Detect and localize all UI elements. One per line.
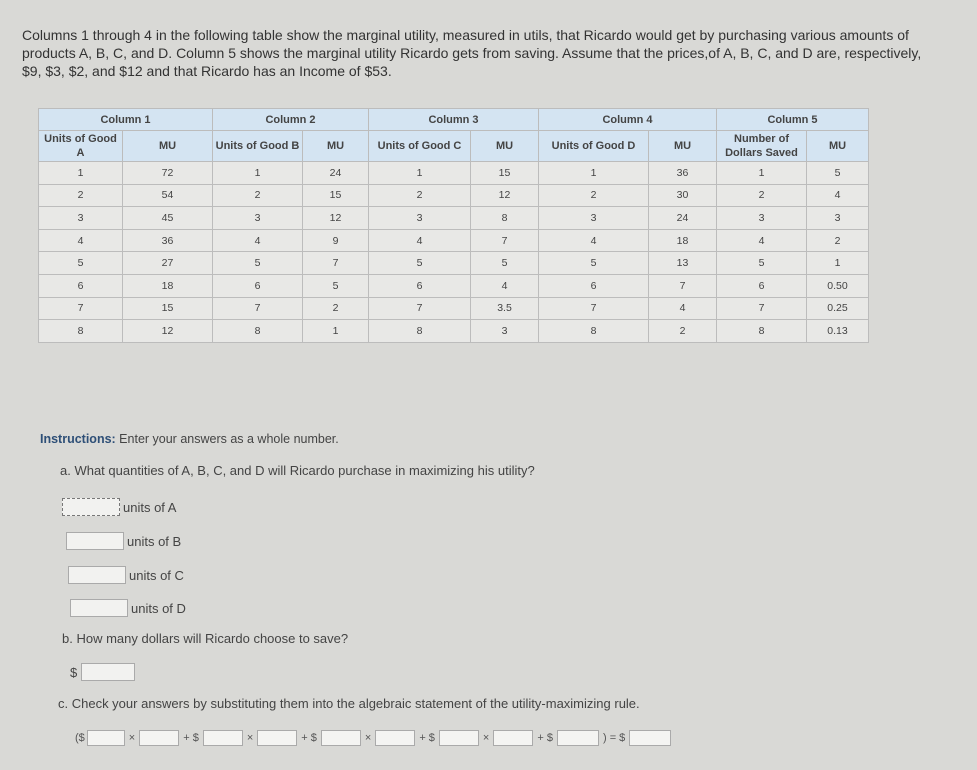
table-cell: 7 xyxy=(649,274,717,297)
group-header-column-1: Column 1 xyxy=(39,109,213,131)
table-cell: 8 xyxy=(369,320,471,343)
table-cell: 9 xyxy=(303,229,369,252)
table-cell: 24 xyxy=(303,162,369,185)
units-c-input[interactable] xyxy=(68,566,126,584)
eq-input-7[interactable] xyxy=(439,730,479,746)
eq-times-4: × xyxy=(482,732,490,744)
header-mu-saving: MU xyxy=(807,131,869,162)
table-cell: 1 xyxy=(39,162,123,185)
eq-input-8[interactable] xyxy=(493,730,533,746)
table-cell: 15 xyxy=(123,297,213,320)
table-cell: 3 xyxy=(39,207,123,230)
eq-input-total[interactable] xyxy=(629,730,671,746)
table-cell: 8 xyxy=(717,320,807,343)
table-cell: 0.25 xyxy=(807,297,869,320)
header-units-good-c: Units of Good C xyxy=(369,131,471,162)
instructions-text: Enter your answers as a whole number. xyxy=(115,432,339,446)
table-cell: 30 xyxy=(649,184,717,207)
table-cell: 1 xyxy=(303,320,369,343)
header-mu-b: MU xyxy=(303,131,369,162)
eq-plus-4: + $ xyxy=(537,732,553,744)
table-cell: 2 xyxy=(807,229,869,252)
table-cell: 1 xyxy=(539,162,649,185)
table-cell: 2 xyxy=(717,184,807,207)
table-cell: 6 xyxy=(539,274,649,297)
table-cell: 2 xyxy=(39,184,123,207)
table-cell: 5 xyxy=(471,252,539,275)
table-cell: 4 xyxy=(717,229,807,252)
table-cell: 15 xyxy=(471,162,539,185)
table-cell: 3 xyxy=(213,207,303,230)
savings-answer-row xyxy=(70,663,138,681)
question-b: b. How many dollars will Ricardo choose to save? xyxy=(62,631,349,646)
table-cell: 4 xyxy=(539,229,649,252)
eq-input-9[interactable] xyxy=(557,730,599,746)
table-cell: 1 xyxy=(213,162,303,185)
table-cell: 1 xyxy=(369,162,471,185)
table-cell: 7 xyxy=(39,297,123,320)
column-header-row xyxy=(39,131,869,162)
question-a: a. What quantities of A, B, C, and D will Ricardo purchase in maximizing his utility? xyxy=(60,463,535,478)
column-group-header-row xyxy=(39,109,869,131)
table-cell: 4 xyxy=(39,229,123,252)
table-cell: 0.50 xyxy=(807,274,869,297)
units-c-label: units of C xyxy=(129,567,184,583)
eq-input-5[interactable] xyxy=(321,730,361,746)
table-cell: 5 xyxy=(807,162,869,185)
table-cell: 0.13 xyxy=(807,320,869,343)
table-cell: 2 xyxy=(539,184,649,207)
table-cell: 7 xyxy=(471,229,539,252)
answer-row-c xyxy=(68,564,184,586)
header-mu-d: MU xyxy=(649,131,717,162)
table-row xyxy=(39,297,869,320)
table-cell: 54 xyxy=(123,184,213,207)
answer-row-d xyxy=(70,597,186,619)
table-cell: 8 xyxy=(539,320,649,343)
eq-input-4[interactable] xyxy=(257,730,297,746)
table-cell: 3 xyxy=(717,207,807,230)
header-dollars-saved: Number of Dollars Saved xyxy=(717,131,807,162)
table-cell: 18 xyxy=(123,274,213,297)
table-cell: 18 xyxy=(649,229,717,252)
table-cell: 5 xyxy=(39,252,123,275)
question-c: c. Check your answers by substituting them into the algebraic statement of the utility-maximizing rule. xyxy=(58,696,640,711)
table-cell: 8 xyxy=(471,207,539,230)
instructions xyxy=(40,432,339,446)
group-header-column-3: Column 3 xyxy=(369,109,539,131)
instructions-label: Instructions: xyxy=(40,432,116,446)
table-cell: 7 xyxy=(213,297,303,320)
units-d-label: units of D xyxy=(131,600,186,616)
eq-input-1[interactable] xyxy=(87,730,125,746)
table-cell: 3 xyxy=(471,320,539,343)
utility-rule-equation xyxy=(75,730,673,746)
table-cell: 12 xyxy=(303,207,369,230)
units-a-label: units of A xyxy=(123,499,177,515)
table-cell: 8 xyxy=(213,320,303,343)
table-cell: 36 xyxy=(649,162,717,185)
table-cell: 24 xyxy=(649,207,717,230)
table-cell: 27 xyxy=(123,252,213,275)
answer-row-a xyxy=(62,496,176,518)
units-a-input[interactable] xyxy=(62,498,120,516)
table-cell: 7 xyxy=(303,252,369,275)
table-row xyxy=(39,207,869,230)
table-cell: 36 xyxy=(123,229,213,252)
eq-input-2[interactable] xyxy=(139,730,179,746)
group-header-column-5: Column 5 xyxy=(717,109,869,131)
header-units-good-b: Units of Good B xyxy=(213,131,303,162)
table-row xyxy=(39,252,869,275)
eq-plus-3: + $ xyxy=(419,732,435,744)
table-cell: 8 xyxy=(39,320,123,343)
table-cell: 6 xyxy=(717,274,807,297)
units-b-label: units of B xyxy=(127,533,182,549)
eq-input-3[interactable] xyxy=(203,730,243,746)
eq-close-equals: ) = $ xyxy=(602,732,626,744)
header-units-good-d: Units of Good D xyxy=(539,131,649,162)
dollar-sign: $ xyxy=(70,664,78,680)
question-intro: Columns 1 through 4 in the following table show the marginal utility, measured in utils, that Ricardo would get by purchasing various amounts of products A, B, C, and D. Column 5 shows the marginal utility Ricardo gets from saving. Assume that the prices,of A, B, C, and D are, respectively, $9, $3, $2, and $12 and that Ricardo has an Income of $53. xyxy=(22,27,922,79)
table-row xyxy=(39,274,869,297)
eq-open: ($ xyxy=(75,732,85,744)
table-cell: 12 xyxy=(123,320,213,343)
savings-input[interactable] xyxy=(81,663,135,681)
table-cell: 6 xyxy=(213,274,303,297)
table-cell: 4 xyxy=(649,297,717,320)
group-header-column-2: Column 2 xyxy=(213,109,369,131)
table-cell: 7 xyxy=(717,297,807,320)
table-row xyxy=(39,320,869,343)
eq-plus-1: + $ xyxy=(183,732,199,744)
table-cell: 2 xyxy=(649,320,717,343)
header-mu-c: MU xyxy=(471,131,539,162)
table-cell: 4 xyxy=(369,229,471,252)
table-cell: 3 xyxy=(539,207,649,230)
table-cell: 3.5 xyxy=(471,297,539,320)
table-cell: 1 xyxy=(807,252,869,275)
table-cell: 6 xyxy=(369,274,471,297)
table-cell: 12 xyxy=(471,184,539,207)
table-cell: 7 xyxy=(369,297,471,320)
group-header-column-4: Column 4 xyxy=(539,109,717,131)
table-cell: 3 xyxy=(807,207,869,230)
table-cell: 15 xyxy=(303,184,369,207)
eq-input-6[interactable] xyxy=(375,730,415,746)
table-cell: 5 xyxy=(717,252,807,275)
table-cell: 4 xyxy=(807,184,869,207)
table-cell: 5 xyxy=(213,252,303,275)
marginal-utility-table xyxy=(38,108,869,343)
table-cell: 3 xyxy=(369,207,471,230)
table-row xyxy=(39,162,869,185)
eq-times-2: × xyxy=(246,732,254,744)
table-cell: 2 xyxy=(303,297,369,320)
table-cell: 7 xyxy=(539,297,649,320)
table-cell: 72 xyxy=(123,162,213,185)
units-d-input[interactable] xyxy=(70,599,128,617)
answer-row-b xyxy=(66,530,181,552)
units-b-input[interactable] xyxy=(66,532,124,550)
table-cell: 4 xyxy=(213,229,303,252)
table-cell: 1 xyxy=(717,162,807,185)
table-cell: 6 xyxy=(39,274,123,297)
table-row xyxy=(39,229,869,252)
header-units-good-a: Units of Good A xyxy=(39,131,123,162)
eq-plus-2: + $ xyxy=(301,732,317,744)
table-cell: 5 xyxy=(539,252,649,275)
header-mu-a: MU xyxy=(123,131,213,162)
table-cell: 2 xyxy=(369,184,471,207)
table-cell: 5 xyxy=(369,252,471,275)
table-cell: 2 xyxy=(213,184,303,207)
table-row xyxy=(39,184,869,207)
eq-times-1: × xyxy=(128,732,136,744)
table-cell: 13 xyxy=(649,252,717,275)
table-cell: 45 xyxy=(123,207,213,230)
eq-times-3: × xyxy=(364,732,372,744)
table-cell: 5 xyxy=(303,274,369,297)
table-cell: 4 xyxy=(471,274,539,297)
